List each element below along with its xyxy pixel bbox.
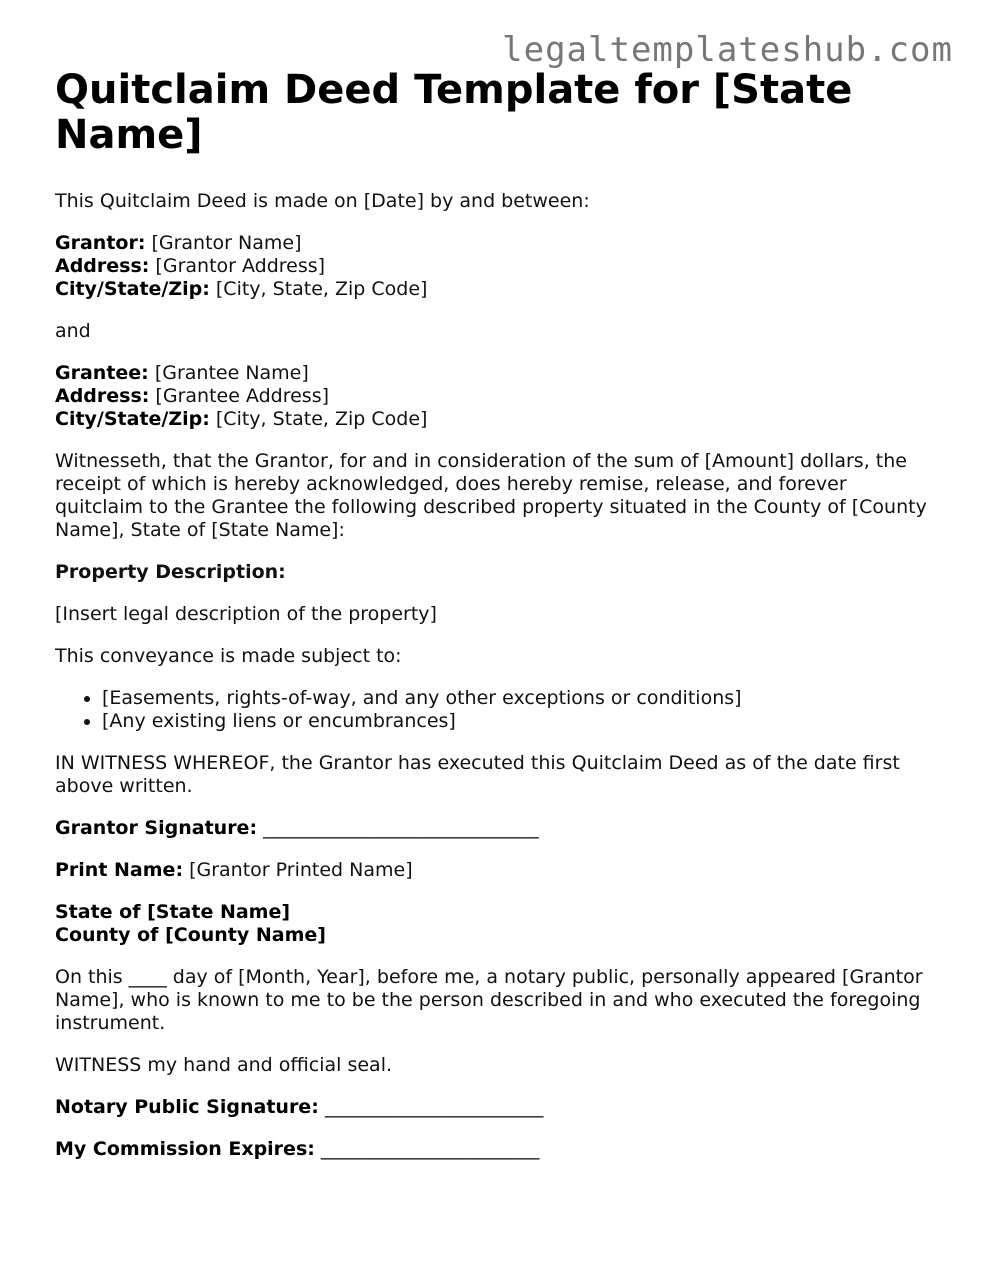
grantee-city-value: [City, State, Zip Code] [209,408,428,430]
grantor-signature-label: Grantor Signature: [55,817,258,839]
grantor-city-line [55,278,935,301]
commission-expires-label: My Commission Expires: [55,1138,315,1160]
notary-venue-block [55,901,935,947]
grantee-address-value: [Grantee Address] [149,385,330,407]
county-of-label: County of [County Name] [55,924,326,946]
grantee-name-label: Grantee: [55,362,149,384]
intro-paragraph: This Quitclaim Deed is made on [Date] by and between: [55,190,590,212]
notary-signature-blank: _______________________ [318,1096,544,1118]
subject-item-liens: • [Any existing liens or encumbrances] [102,710,935,733]
document-page [55,68,935,1180]
grantee-city-label: City/State/Zip: [55,408,210,430]
commission-expires-blank: _______________________ [314,1138,540,1160]
witnesseth-paragraph: Witnesseth, that the Grantor, for and in consideration of the sum of [Amount] dollars, the receipt of which is hereby acknowledged, does hereby remise, release, and forever quitclaim to the Grantee the following described property situated in the County of [County Name], State of [State Name]: [55,450,927,541]
grantor-signature-line [55,817,935,840]
subject-intro: This conveyance is made subject to: [55,645,402,667]
document-title: Quitclaim Deed Template for [State Name] [55,67,853,158]
witness-hand-text: WITNESS my hand and official seal. [55,1054,393,1076]
print-name-line [55,859,935,882]
grantor-address-value: [Grantor Address] [149,255,326,277]
notary-signature-label: Notary Public Signature: [55,1096,319,1118]
grantor-city-label: City/State/Zip: [55,278,210,300]
print-name-value: [Grantor Printed Name] [183,859,413,881]
grantee-address-label: Address: [55,385,150,407]
grantee-name-line [55,362,935,385]
grantor-city-value: [City, State, Zip Code] [209,278,428,300]
property-description-label: Property Description: [55,561,286,583]
grantor-name-label: Grantor: [55,232,146,254]
grantee-city-line [55,408,935,431]
subject-list [55,687,935,733]
property-description-value: [Insert legal description of the property] [55,603,437,625]
watermark: legaltemplateshub.com [502,30,953,70]
grantor-block [55,232,935,301]
grantor-name-value: [Grantor Name] [145,232,302,254]
state-of-label: State of [State Name] [55,901,291,923]
subject-item-easements: • [Easements, rights-of-way, and any other exceptions or conditions] [102,687,935,710]
in-witness-paragraph: IN WITNESS WHEREOF, the Grantor has executed this Quitclaim Deed as of the date first above written. [55,752,900,797]
print-name-label: Print Name: [55,859,184,881]
and-text: and [55,320,91,342]
grantor-name-line [55,232,935,255]
notary-signature-line [55,1096,935,1119]
grantee-block [55,362,935,431]
grantor-address-label: Address: [55,255,150,277]
grantee-address-line [55,385,935,408]
grantor-signature-blank: _____________________________ [257,817,539,839]
notary-paragraph: On this ____ day of [Month, Year], before me, a notary public, personally appeared [Grantor Name], who is known to me to be the person described in and who executed the foregoing instrument. [55,966,923,1034]
grantee-name-value: [Grantee Name] [148,362,309,384]
grantor-address-line [55,255,935,278]
commission-expires-line [55,1138,935,1161]
